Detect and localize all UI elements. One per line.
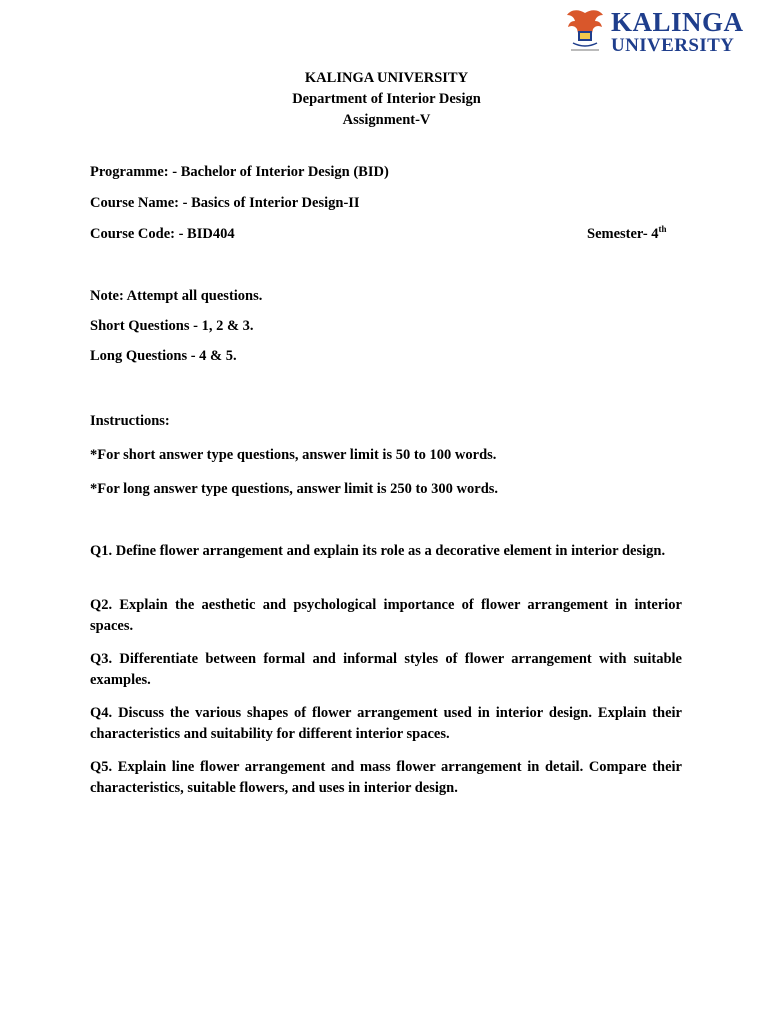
logo-line-university: UNIVERSITY [611,35,735,56]
instructions-heading: Instructions: [90,413,170,429]
department-name: Department of Interior Design [292,91,481,107]
question-5: Q5. Explain line flower arrangement and mass flower arrangement in detail. Compare their characteristics, suitable flowers, and uses in interior design. [90,759,682,796]
programme-line: Programme: - Bachelor of Interior Design (BID) [90,164,389,180]
long-questions-line: Long Questions - 4 & 5. [90,348,237,364]
question-3: Q3. Differentiate between formal and informal styles of flower arrangement with suitable examples. [90,651,682,688]
short-questions-line: Short Questions - 1, 2 & 3. [90,318,254,334]
logo-line-kalinga: KALINGA [611,7,744,37]
document-header [0,68,768,131]
instruction-short: *For short answer type questions, answer limit is 50 to 100 words. [90,447,497,463]
course-name-line: Course Name: - Basics of Interior Design-II [90,195,360,211]
question-4: Q4. Discuss the various shapes of flower arrangement used in interior design. Explain their characteristics and suitability for different interior spaces. [90,705,682,742]
course-code-line: Course Code: - BID404 [90,226,235,242]
semester-suffix: th [658,224,667,234]
assignment-title: Assignment-V [342,112,431,128]
question-2: Q2. Explain the aesthetic and psychological importance of flower arrangement in interior spaces. [90,597,682,634]
semester-line [587,224,667,244]
question-1: Q1. Define flower arrangement and explain its role as a decorative element in interior design. [90,543,666,559]
university-logo [565,7,745,57]
note-line: Note: Attempt all questions. [90,288,263,304]
semester-label: Semester- 4 [587,226,659,242]
instruction-long: *For long answer type questions, answer limit is 250 to 300 words. [90,481,499,497]
university-name: KALINGA UNIVERSITY [304,70,469,86]
logo-wordmark [611,9,744,55]
eagle-emblem-icon [565,7,605,55]
